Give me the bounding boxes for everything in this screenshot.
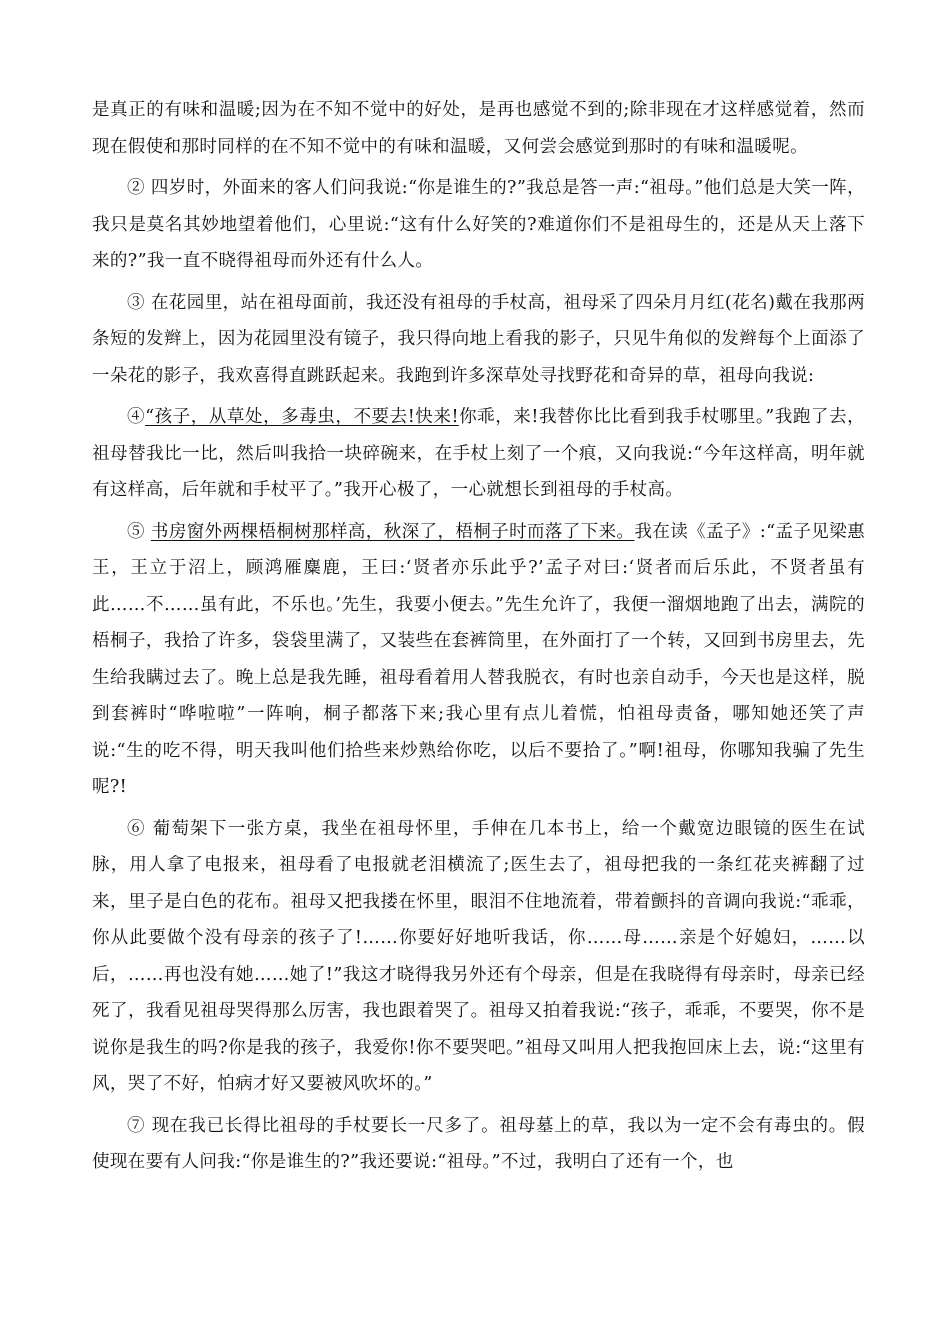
paragraph-number: ⑥ xyxy=(127,818,146,839)
paragraph-4 xyxy=(92,399,865,509)
paragraph-5 xyxy=(92,514,865,806)
paragraph-text: 你乖，来!我替你比比看到我手杖哪里。”我跑了去，祖母替我比一比，然后叫我拾一块碎碗来，在手杖上刻了一个痕，又向我说:“今年这样高，明年就有这样高，后年就和手杖平了。”我开心极了，一心就想长到祖母的手杖高。 xyxy=(92,407,865,500)
paragraph-number: ⑦ xyxy=(127,1115,146,1136)
paragraph-3 xyxy=(92,285,865,395)
paragraph-text: 在花园里，站在祖母面前，我还没有祖母的手杖高，祖母采了四朵月月红(花名)戴在我那两条短的发辫上，因为花园里没有镜子，我只得向地上看我的影子，只见牛角似的发辫每个上面添了一朵花的影子，我欢喜得直跳跃起来。我跑到许多深草处寻找野花和奇异的草，祖母向我说: xyxy=(92,292,865,386)
paragraph-1-continued xyxy=(92,92,865,165)
paragraph-text: 是真正的有味和温暖;因为在不知不觉中的好处，是再也感觉不到的;除非现在才这样感觉着，然而现在假使和那时同样的在不知不觉中的有味和温暖，又何尝会感觉到那时的有味和温暖呢。 xyxy=(92,100,865,157)
paragraph-number: ② xyxy=(127,178,145,198)
paragraph-number: ③ xyxy=(127,292,145,313)
paragraph-text: 我在读《孟子》:“孟子见梁惠王，王立于沼上，顾鸿雁麋鹿，王曰:‘贤者亦乐此乎?’孟子对曰:‘贤者而后乐此，不贤者虽有此……不……虽有此，不乐也。’先生，我要小便去。”先生允许了，我便一溜烟地跑了出去，满院的梧桐子，我拾了许多，袋袋里满了，又装些在套裤筒里，在外面打了一个转，又回到书房里去，先生给我瞒过去了。晚上总是我先睡，祖母看着用人替我脱衣，有时也亲自动手，今天也是这样，脱到套裤时“哗啦啦”一阵响，桐子都落下来;我心里有点儿着慌，怕祖母责备，哪知她还笑了声说:“生的吃不得，明天我叫他们拾些来炒熟给你吃，以后不要拾了。”啊!祖母，你哪知我骗了先生呢?! xyxy=(92,521,866,797)
paragraph-2 xyxy=(92,170,865,280)
paragraph-text: 现在我已长得比祖母的手杖要长一尺多了。祖母墓上的草，我以为一定不会有毒虫的。假使现在要有人问我:“你是谁生的?”我还要说:“祖母。”不过，我明白了还有一个，也 xyxy=(92,1115,865,1172)
underlined-sentence: 书房窗外两棵梧桐树那样高，秋深了，梧桐子时而落了下来。 xyxy=(150,521,635,542)
paragraph-text: 四岁时，外面来的客人们问我说:“你是谁生的?”我总是答一声:“祖母。”他们总是大笑一阵，我只是莫名其妙地望着他们，心里说:“这有什么好笑的?难道你们不是祖母生的，还是从天上落下来的?”我一直不晓得祖母而外还有什么人。 xyxy=(92,178,865,271)
paragraph-7 xyxy=(92,1108,865,1181)
paragraph-number: ④ xyxy=(127,407,146,427)
essay-text xyxy=(92,92,865,1186)
paragraph-text: 葡萄架下一张方桌，我坐在祖母怀里，手伸在几本书上，给一个戴宽边眼镜的医生在试脉，用人拿了电报来，祖母看了电报就老泪横流了;医生去了，祖母把我的一条红花夹裤翻了过来，里子是白色的花布。祖母又把我搂在怀里，眼泪不住地流着，带着颤抖的音调向我说:“乖乖，你从此要做个没有母亲的孩子了!……你要好好地听我话，你……母……亲是个好媳妇，……以后，……再也没有她……她了!”我这才晓得我另外还有个母亲，但是在我晓得有母亲时，母亲已经死了，我看见祖母哭得那么厉害，我也跟着哭了。祖母又拍着我说:“孩子，乖乖，不要哭，你不是说你是我生的吗?你是我的孩子，我爱你!你不要哭吧。”祖母又叫用人把我抱回床上去，说:“这里有风，哭了不好，怕病才好又要被风吹坏的。” xyxy=(92,818,866,1094)
paragraph-number: ⑤ xyxy=(127,521,145,542)
underlined-sentence: “孩子，从草处，多毒虫，不要去!快来! xyxy=(145,407,459,427)
paragraph-6 xyxy=(92,811,865,1103)
